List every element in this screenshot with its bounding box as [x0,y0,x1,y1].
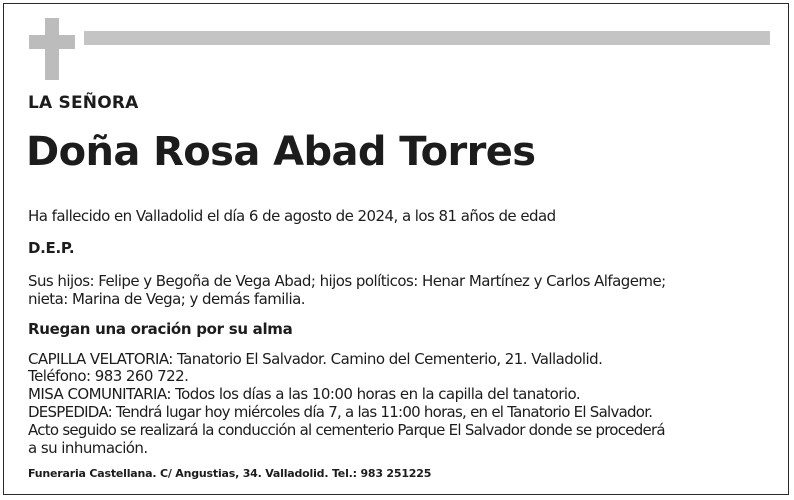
deceased-name: Doña Rosa Abad Torres [26,129,536,175]
details-line-1: CAPILLA VELATORIA: Tanatorio El Salvador. Camino del Cementerio, 21. Valladolid. [28,350,603,368]
death-info: Ha fallecido en Valladolid el día 6 de agosto de 2024, a los 81 años de edad [28,207,556,225]
details-line-6: a su inhumación. [28,439,148,457]
cross-icon-bar [29,35,75,49]
dep-text: D.E.P. [28,239,75,257]
family-line-1: Sus hijos: Felipe y Begoña de Vega Abad; hijos políticos: Henar Martínez y Carlos Alfageme; [28,272,666,290]
family-line-2: nieta: Marina de Vega; y demás familia. [28,290,305,308]
details-line-3: MISA COMUNITARIA: Todos los días a las 10:00 horas en la capilla del tanatorio. [28,385,581,403]
obituary-notice [3,3,789,495]
prayer-text: Ruegan una oración por su alma [28,320,293,338]
funeral-home-footer: Funeraria Castellana. C/ Angustias, 34. Valladolid. Tel.: 983 251225 [28,467,432,480]
details-line-4: DESPEDIDA: Tendrá lugar hoy miércoles día 7, a las 11:00 horas, en el Tanatorio El Salvador. [28,403,653,421]
heading: LA SEÑORA [28,93,139,113]
header-rule [84,31,770,45]
details-line-2: Teléfono: 983 260 722. [28,367,189,385]
details-line-5: Acto seguido se realizará la conducción al cementerio Parque El Salvador donde se procederá [28,421,665,439]
cross-icon [45,18,59,80]
